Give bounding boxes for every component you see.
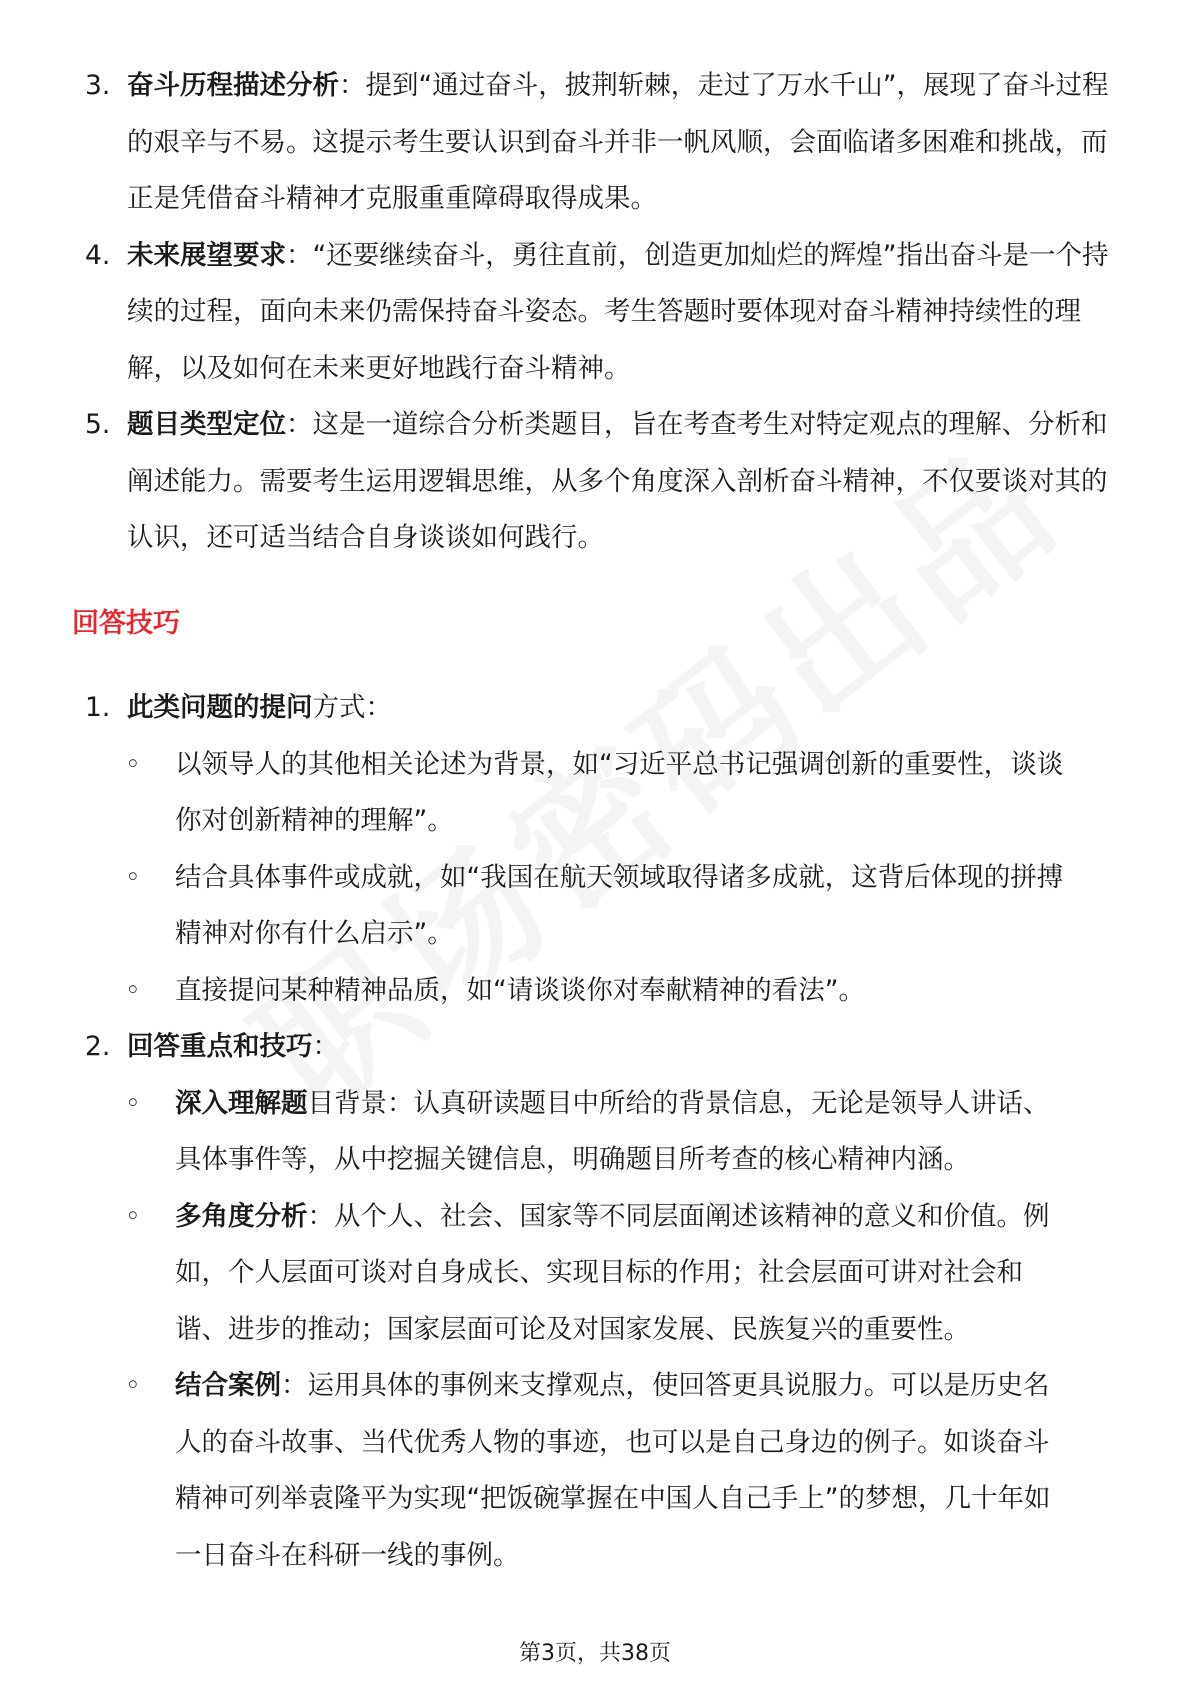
sub-item-text: ：从个人、社会、国家等不同层面阐述该精神的意义和价值。例如，个人层面可谈对自身成长、实现目标的作用；社会层面可讲对社会和谐、进步的推动；国家层面可论及对国家发展、民族复兴的重要性。 (175, 1200, 1050, 1345)
item-text: ：这是一道综合分析类题目，旨在考查考生对特定观点的理解、分析和阐述能力。需要考生运用逻辑思维，从多个角度深入剖析奋斗精神，不仅要谈对其的认识，还可适当结合自身谈谈如何践行。 (127, 409, 1108, 553)
bullet-icon: ◦ (125, 748, 141, 780)
sub-list (77, 737, 1070, 1020)
list-item (0, 397, 1190, 567)
sub-item-text: 目背景：认真研读题目中所给的背景信息，无论是领导人讲话、具体事件等，从中挖掘关键信息，明确题目所考查的核心精神内涵。 (175, 1087, 1050, 1175)
sub-list-item: ◦ 深入理解题目背景：认真研读题目中所给的背景信息，无论是领导人讲话、具体事件等，从中挖掘关键信息，明确题目所考查的核心精神内涵。 (77, 1076, 1070, 1189)
sub-list-item (77, 737, 1070, 850)
list-item (0, 58, 1190, 228)
item-number: 1. (85, 692, 111, 723)
item-number: 4. (85, 239, 111, 271)
list-item (0, 1019, 1190, 1584)
item-lead: 此类问题的提问 (127, 692, 313, 723)
bullet-icon: ◦ (125, 1087, 141, 1119)
sub-list-item (77, 963, 1070, 1020)
analysis-list (0, 58, 1190, 567)
bullet-icon: ◦ (125, 1370, 141, 1401)
list-item (0, 228, 1190, 398)
item-text: ：提到“通过奋斗，披荆斩棘，走过了万水千山”，展现了奋斗过程的艰辛与不易。这提示考生要认识到奋斗并非一帆风顺，会面临诸多困难和挑战，而正是凭借奋斗精神才克服重重障碍取得成果。 (127, 70, 1109, 214)
bullet-icon: ◦ (125, 974, 141, 1006)
item-number: 2. (85, 1031, 111, 1062)
sub-item-text: 直接提问某种精神品质，如“请谈谈你对奉献精神的看法”。 (175, 974, 865, 1006)
bullet-icon: ◦ (125, 861, 141, 893)
section-heading: 回答技巧 (72, 608, 180, 639)
sub-list-item: ◦ 多角度分析：从个人、社会、国家等不同层面阐述该精神的意义和价值。例如，个人层面可谈对自身成长、实现目标的作用；社会层面可讲对社会和谐、进步的推动；国家层面可论及对国家发展、民族复兴的重要性。 (77, 1189, 1070, 1359)
item-text: 方式： (312, 692, 392, 723)
sub-item-text: 结合具体事件或成就，如“我国在航天领域取得诸多成就，这背后体现的拼搏精神对你有什么启示”。 (175, 861, 1064, 949)
tips-list (0, 680, 1190, 1584)
item-lead: 未来展望要求 (127, 239, 286, 271)
sub-list (77, 1076, 1070, 1585)
item-number: 3. (85, 70, 111, 101)
list-item (0, 680, 1190, 1019)
sub-list-item: ◦ 结合案例：运用具体的事例来支撑观点，使回答更具说服力。可以是历史名人的奋斗故事、当代优秀人物的事迹，也可以是自己身边的例子。如谈奋斗精神可列举袁隆平为实现“把饭碗掌握在中国人自己手上”的梦想，几十年如一日奋斗在科研一线的事例。 (77, 1358, 1070, 1584)
item-number: 5. (85, 409, 111, 440)
item-text: ： (312, 1031, 339, 1062)
page-number-footer: 第3页，共38页 (519, 1641, 671, 1666)
sub-item-text: ：运用具体的事例来支撑观点，使回答更具说服力。可以是历史名人的奋斗故事、当代优秀人物的事迹，也可以是自己身边的例子。如谈奋斗精神可列举袁隆平为实现“把饭碗掌握在中国人自己手上”的梦想，几十年如一日奋斗在科研一线的事例。 (175, 1370, 1051, 1571)
sub-list-item (77, 850, 1070, 963)
item-lead: 回答重点和技巧 (127, 1031, 313, 1062)
sub-item-text: 以领导人的其他相关论述为背景，如“习近平总书记强调创新的重要性，谈谈你对创新精神的理解”。 (175, 748, 1064, 836)
item-lead: 题目类型定位 (127, 409, 286, 440)
item-lead: 奋斗历程描述分析 (127, 70, 339, 101)
bullet-icon: ◦ (125, 1200, 141, 1232)
item-text: ：“还要继续奋斗，勇往直前，创造更加灿烂的辉煌”指出奋斗是一个持续的过程，面向未来仍需保持奋斗姿态。考生答题时要体现对奋斗精神持续性的理解，以及如何在未来更好地践行奋斗精神。 (127, 239, 1109, 384)
